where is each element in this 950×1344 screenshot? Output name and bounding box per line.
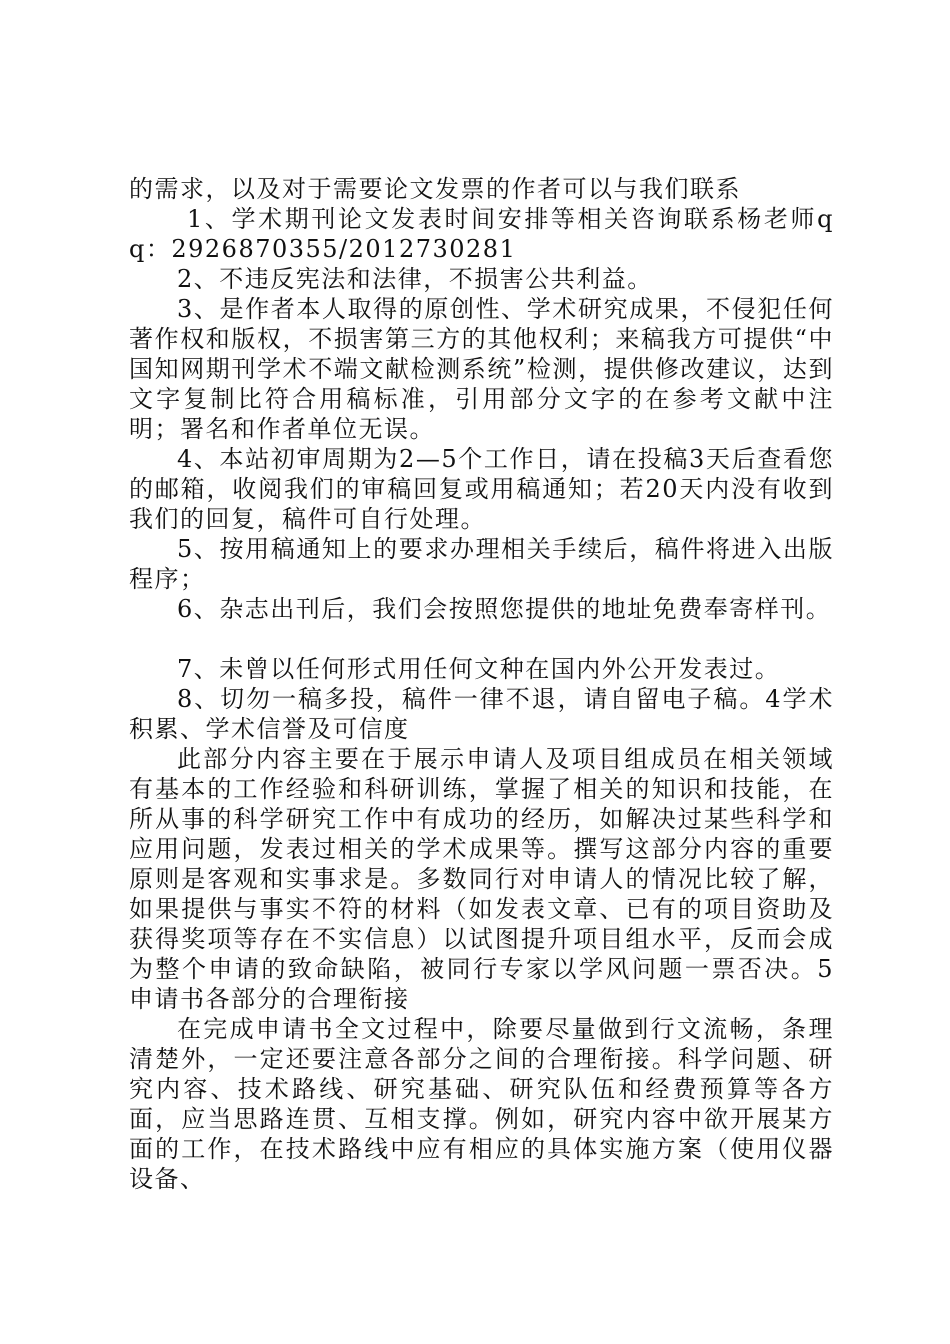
blank-line: [129, 624, 834, 654]
paragraph-item-1: 1、学术期刊论文发表时间安排等相关咨询联系杨老师qq：2926870355/2012730281: [129, 205, 834, 263]
paragraph-item-6: 6、杂志出刊后，我们会按照您提供的地址免费奉寄样刊。: [177, 595, 832, 623]
paragraph-item-7: 7、未曾以任何形式用任何文种在国内外公开发表过。: [177, 655, 781, 683]
paragraph-item-4: 4、本站初审周期为2—5个工作日，请在投稿3天后查看您的邮箱，收阅我们的审稿回复或用稿通知；若20天内没有收到我们的回复，稿件可自行处理。: [129, 445, 834, 533]
paragraph-coherence: 在完成申请书全文过程中，除要尽量做到行文流畅，条理清楚外，一定还要注意各部分之间的合理衔接。科学问题、研究内容、技术路线、研究基础、研究队伍和经费预算等各方面，应当思路连贯、互相支撑。例如，研究内容中欲开展某方面的工作，在技术路线中应有相应的具体实施方案（使用仪器设备、: [129, 1015, 834, 1193]
paragraph-item-5: 5、按用稿通知上的要求办理相关手续后，稿件将进入出版程序；: [129, 535, 834, 593]
paragraph-item-8: 8、切勿一稿多投，稿件一律不退，请自留电子稿。4学术积累、学术信誉及可信度: [129, 685, 834, 743]
document-body: [129, 174, 834, 1194]
paragraph-intro: 的需求，以及对于需要论文发票的作者可以与我们联系: [129, 175, 741, 203]
paragraph-item-2: 2、不违反宪法和法律，不损害公共利益。: [177, 265, 653, 293]
paragraph-item-3: 3、是作者本人取得的原创性、学术研究成果，不侵犯任何著作权和版权，不损害第三方的其他权利；来稿我方可提供“中国知网期刊学术不端文献检测系统”检测，提供修改建议，达到文字复制比符合用稿标准，引用部分文字的在参考文献中注明；署名和作者单位无误。: [129, 295, 834, 443]
paragraph-credibility: 此部分内容主要在于展示申请人及项目组成员在相关领域有基本的工作经验和科研训练，掌握了相关的知识和技能，在所从事的科学研究工作中有成功的经历，如解决过某些科学和应用问题，发表过相关的学术成果等。撰写这部分内容的重要原则是客观和实事求是。多数同行对申请人的情况比较了解，如果提供与事实不符的材料（如发表文章、已有的项目资助及获得奖项等存在不实信息）以试图提升项目组水平，反而会成为整个申请的致命缺陷，被同行专家以学风问题一票否决。5申请书各部分的合理衔接: [129, 745, 834, 1013]
